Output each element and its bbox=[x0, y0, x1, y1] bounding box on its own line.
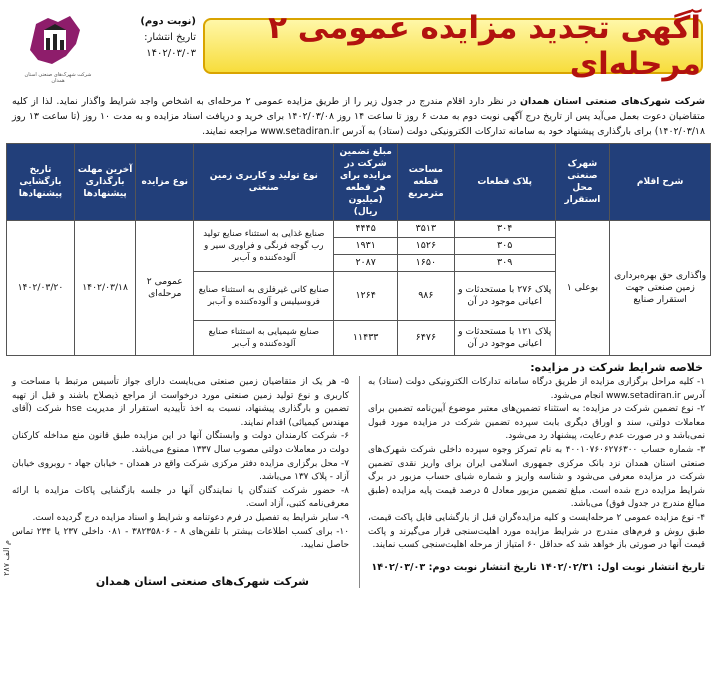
cell-opening: ۱۴۰۲/۰۳/۲۰ bbox=[7, 221, 75, 356]
cell-estate: بوعلی ۱ bbox=[555, 221, 610, 356]
col-header-area: مساحت قطعه مترمربع bbox=[397, 144, 454, 221]
side-code: م الف ۲۸۷ bbox=[2, 540, 11, 576]
col-header-plots: پلاک قطعات bbox=[454, 144, 555, 221]
intro-company: شرکت شهرک‌های صنعتی استان همدان bbox=[520, 96, 706, 107]
cell-plot: ۳۰۴ bbox=[454, 221, 555, 238]
cell-guarantee: ۱۱۴۳۳ bbox=[334, 321, 398, 356]
table-header-row bbox=[7, 144, 711, 221]
condition-item: ۲- نوع تضمین شرکت در مزایده: به استثناء تضمین‌های معتبر موضوع آیین‌نامه تضمین برای معاملات دولتی، سند و اوراق دیگری بابت سپرده تضمین شرکت در مزایده مورد قبول نمی‌باشد و در صورت عدم رعایت، پیشنهاد رد می‌شود. bbox=[368, 404, 705, 442]
col-header-auction-type: نوع مزایده bbox=[136, 144, 194, 221]
condition-item: ۱۰- برای کسب اطلاعات بیشتر با تلفن‌های ۸ - ۳۸۲۳۵۸۰۶ - ۰۸۱ داخلی ۲۳۷ یا ۲۳۴ تماس حاصل نمایید. bbox=[12, 526, 349, 551]
notice-header bbox=[6, 4, 711, 94]
intro-text: در نظر دارد اقلام مندرج در جدول زیر را از طریق مزایده عمومی ۲ مرحله‌ای به اشخاص واجد شرایط واگذار نماید. لذا از کلیه متقاضیان دعوت بعمل می‌آید پس از تاریخ درج آگهی نوبت دوم به مدت ۶ روز تا ساعت ۱۴ روز ۱۴۰۲/۰۳/۰۸ برای خرید و دریافت اسناد مزایده و به مدت ۱۰ روز (تا ساعت ۱۳ روز ۱۴۰۲/۰۳/۱۸) برای بارگذاری پیشنهاد خود به سامانه تدارکات الکترونیکی دولت (ستاد) به آدرس www.setadiran.ir مراجعه نمایند. bbox=[12, 96, 706, 137]
condition-item: ۴- نوع مزایده عمومی ۲ مرحله‌ایست و کلیه مزایده‌گران قبل از بارگشایی فایل پاکت قیمت، طبق روش و فرم‌های مندرج در شرایط مزایده مورد اهلیت‌سنجی قرار می‌گیرند و پاکت قیمت آنها در صورتی باز خواهد شد که حداقل ۶۰ امتیاز از مرحله اهلیت‌سنجی کسب نمایند. bbox=[368, 512, 705, 551]
col-header-description: شرح اقلام bbox=[610, 144, 711, 221]
cell-guarantee: ۲۰۸۷ bbox=[334, 255, 398, 272]
cell-usage: صنایع شیمیایی به استثناء صنایع آلوده‌کننده و آب‌بر bbox=[194, 321, 334, 356]
condition-item: ۵- هر یک از متقاضیان زمین صنعتی می‌بایست دارای جواز تأسیس مرتبط با مساحت و کاربری و نوع تولید زمین صنعتی مورد درخواست از مراجع ذیصلاح باشند و قبل از تهیه تضمین و بارگذاری پیشنهاد، نسبت به اخذ تأییدیه استقرار از مدیریت hse شرکت (آقای مهندس کیمیائی) اقدام نمایند. bbox=[12, 377, 349, 428]
logo-caption: شرکت شهرک‌های صنعتی استان همدان bbox=[24, 72, 92, 84]
cell-auction-type: عمومی ۲ مرحله‌ای bbox=[136, 221, 194, 356]
cell-description: واگذاری حق بهره‌برداری زمین صنعتی جهت استقرار صنایع bbox=[610, 221, 711, 356]
notice-title: آگهی تجدید مزایده عمومی ۲ مرحله‌ای bbox=[268, 10, 701, 82]
cell-guarantee: ۱۲۶۴ bbox=[334, 272, 398, 321]
condition-item: ۳- شماره حساب ۴۰۰۱۰۷۶۰۶۲۷۶۳۰۰ به نام تمرکز وجوه سپرده داخلی شرکت شهرک‌های صنعتی استان همدان نزد بانک مرکزی جمهوری اسلامی ایران برای واریز نقدی تضمین شرکت در مزایده معرفی می‌شود و شناسه واریز و شماره شبای حساب مزبور در برگ شرایط مزایده درج شده است. مبلغ تضمین مزبور معادل ۵ درصد قیمت پایه مزایده (طبق مبالغ مندرج در جدول فوق) می‌باشد. bbox=[368, 444, 705, 510]
condition-item: ۷- محل برگزاری مزایده دفتر مرکزی شرکت واقع در همدان - خیابان جهاد - روبروی خیابان آزاد - پلاک ۱۳۷ می‌باشد. bbox=[12, 458, 349, 483]
cell-area: ۱۶۵۰ bbox=[397, 255, 454, 272]
condition-item: ۸- حضور شرکت کنندگان یا نمایندگان آنها در جلسه بازگشایی پاکات مزایده با ارائه معرفی‌نامه کتبی، آزاد است. bbox=[12, 485, 349, 510]
conditions-left-column bbox=[12, 376, 349, 588]
publish-date-label: تاریخ انتشار: bbox=[144, 32, 196, 43]
signature: شرکت شهرک‌های صنعتی استان همدان bbox=[95, 574, 309, 588]
conditions-right-column bbox=[359, 376, 705, 588]
col-header-usage: نوع تولید و کاربری زمین صنعتی bbox=[194, 144, 334, 221]
logo-and-publication-block bbox=[22, 10, 202, 90]
publication-dates: تاریخ انتشار نوبت اول: ۱۴۰۲/۰۲/۳۱ تاریخ انتشار نوبت دوم: ۱۴۰۲/۰۳/۰۳ bbox=[371, 561, 705, 573]
cell-usage: صنایع غذایی به استثناء صنایع تولید رب گوجه فرنگی و فراوری سیر و آلوده‌کننده و آب‌بر bbox=[194, 221, 334, 272]
table-row bbox=[7, 221, 711, 238]
condition-item: ۶- شرکت کارمندان دولت و وابستگان آنها در این مزایده طبق قانون منع مداخله کارکنان دولت در معاملات دولتی مصوب سال ۱۳۳۷ ممنوع می‌باشد. bbox=[12, 431, 349, 455]
company-logo-icon bbox=[26, 10, 84, 72]
cell-area: ۳۵۱۳ bbox=[397, 221, 454, 238]
col-header-deadline: آخرین مهلت بارگذاری پیشنهادها bbox=[74, 144, 135, 221]
col-header-estate: شهرک صنعتی محل استقرار bbox=[555, 144, 610, 221]
cell-plot: ۳۰۹ bbox=[454, 255, 555, 272]
publish-date-value: ۱۴۰۲/۰۳/۰۳ bbox=[146, 48, 196, 59]
cell-plot: پلاک ۲۷۶ با مستحدثات و اعیانی موجود در آن bbox=[454, 272, 555, 321]
cell-area: ۶۴۷۶ bbox=[397, 321, 454, 356]
col-header-guarantee: مبلغ تضمین شرکت در مزایده برای هر قطعه (میلیون ریال) bbox=[334, 144, 398, 221]
intro-paragraph bbox=[12, 94, 705, 139]
cell-area: ۹۸۶ bbox=[397, 272, 454, 321]
col-header-opening: تاریخ بازگشایی پیشنهادها bbox=[7, 144, 75, 221]
cell-area: ۱۵۲۶ bbox=[397, 238, 454, 255]
cell-plot: ۳۰۵ bbox=[454, 238, 555, 255]
conditions-section bbox=[12, 376, 705, 588]
cell-deadline: ۱۴۰۲/۰۳/۱۸ bbox=[74, 221, 135, 356]
auction-table bbox=[6, 143, 711, 356]
cell-guarantee: ۱۹۳۱ bbox=[334, 238, 398, 255]
condition-item: ۹- سایر شرایط به تفصیل در فرم دعوتنامه و شرایط و اسناد مزایده درج گردیده است. bbox=[32, 512, 349, 523]
cell-guarantee: ۴۴۴۵ bbox=[334, 221, 398, 238]
cell-usage: صنایع کانی غیرفلزی به استثناء صنایع فروسیلیس و آلوده‌کننده و آب‌بر bbox=[194, 272, 334, 321]
title-banner bbox=[203, 10, 703, 82]
condition-item: ۱- کلیه مراحل برگزاری مزایده از طریق درگاه سامانه تدارکات الکترونیکی دولت (ستاد) به آدرس www.setadiran.ir انجام می‌شود. bbox=[368, 377, 705, 401]
cell-plot: پلاک ۱۲۱ با مستحدثات و اعیانی موجود در آن bbox=[454, 321, 555, 356]
edition-label: (نوبت دوم) bbox=[140, 16, 196, 27]
conditions-heading: خلاصه شرایط شرکت در مزایده: bbox=[530, 361, 703, 374]
publication-info bbox=[100, 14, 196, 62]
